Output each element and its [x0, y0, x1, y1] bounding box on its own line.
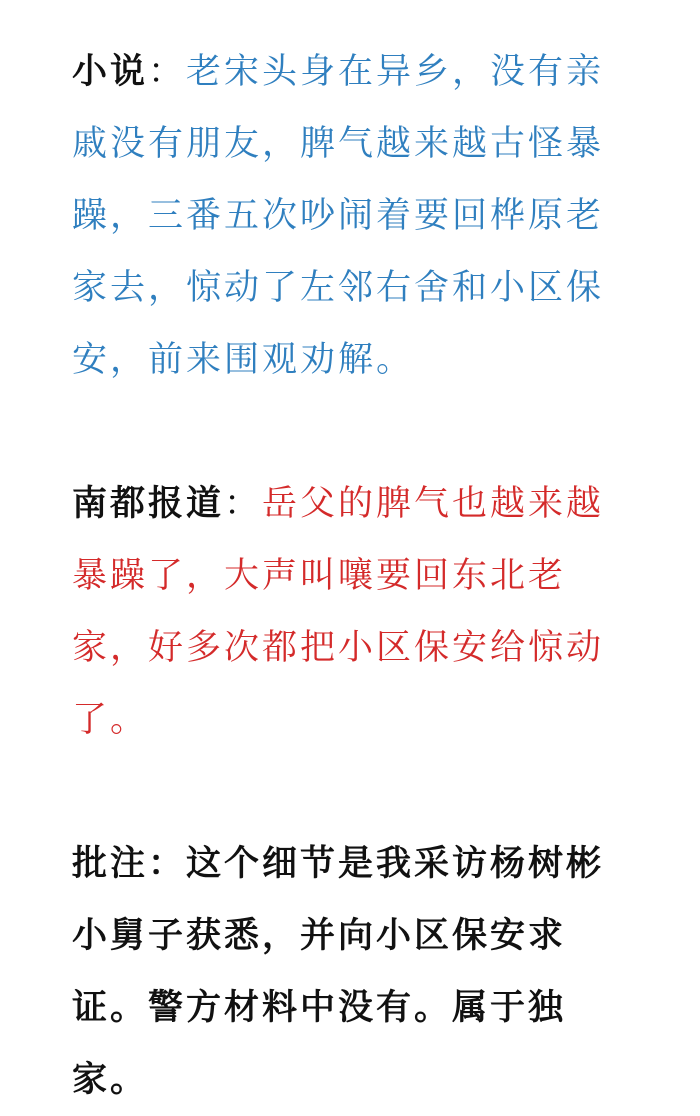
- note-text: 这个细节是我采访杨树彬小舅子获悉，并向小区保安求证。警方材料中没有。属于独家。: [72, 844, 605, 1100]
- note-colon: ：: [148, 844, 187, 884]
- note-paragraph: [72, 828, 634, 1116]
- report-label: 南都报道: [72, 484, 225, 524]
- novel-colon: ：: [148, 52, 187, 92]
- report-text: 岳父的脾气也越来越暴躁了，大声叫嚷要回东北老家，好多次都把小区保安给惊动了。: [72, 484, 605, 740]
- novel-label: 小说: [72, 52, 149, 92]
- report-colon: ：: [224, 484, 263, 524]
- novel-text: 老宋头身在异乡，没有亲戚没有朋友，脾气越来越古怪暴躁，三番五次吵闹着要回桦原老家去，惊动了左邻右舍和小区保安，前来围观劝解。: [72, 52, 605, 380]
- note-label: 批注: [72, 844, 149, 884]
- novel-paragraph: [72, 36, 634, 396]
- report-paragraph: [72, 468, 634, 756]
